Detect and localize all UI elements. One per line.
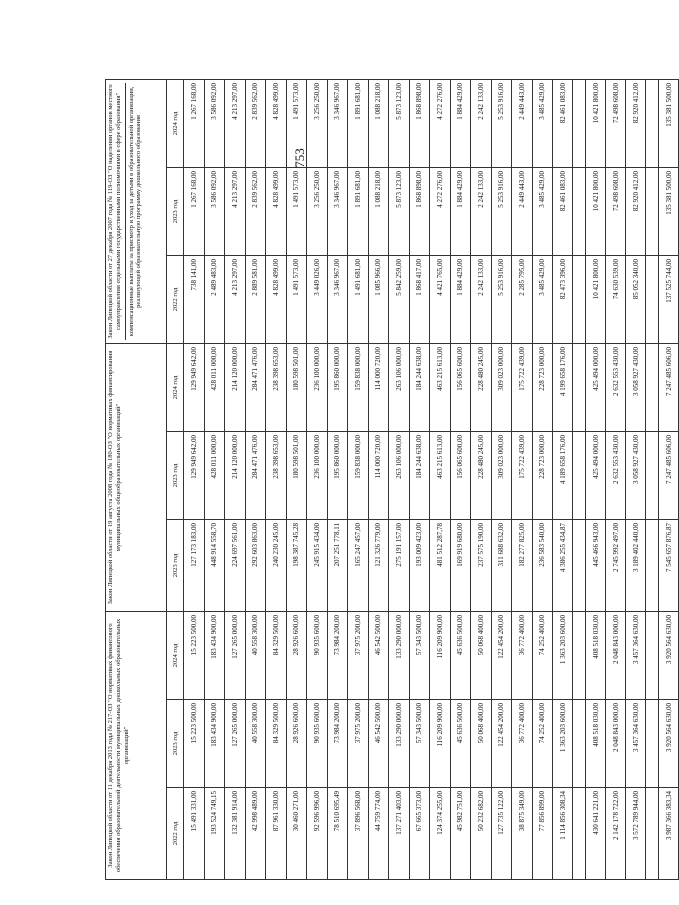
table-cell: 90 935 600,00 [307,611,328,699]
table-cell: 4 189 658 176,00 [553,431,573,519]
group-header-1: Закон Липецкой области от 11 декабря 2013 года № 217-ОЗ "О нормативах финансового обеспечения образовательной деятельности муниципальных дошкольных образовательных организаций" [106,611,167,879]
table-cell: 121 326 779,00 [368,519,389,611]
table-cell: 137 271 403,00 [389,788,410,880]
table-cell: 30 460 271,00 [286,788,307,880]
table-cell: 738 141,00 [184,255,205,343]
table-cell: 5 873 123,00 [389,79,410,167]
table-cell: 156 065 600,00 [450,431,471,519]
table-cell: 236 100 000,00 [307,343,328,431]
group-header-3 [106,79,167,343]
table-cell: 4 828 499,00 [266,167,287,255]
table-cell: 4 828 499,00 [266,255,287,343]
table-cell: 132 381 914,00 [225,788,246,880]
table-cell: 129 949 642,00 [184,343,205,431]
table-cell: 309 023 000,00 [491,431,512,519]
table-cell: 116 209 900,00 [430,700,451,788]
table-cell: 38 875 349,00 [512,788,533,880]
table-cell: 463 215 613,00 [430,431,451,519]
table-cell: 50 232 682,00 [471,788,492,880]
spacer-cell [646,255,659,343]
table-cell: 3 256 250,00 [307,79,328,167]
table-cell: 133 290 000,00 [389,611,410,699]
table-cell: 5 842 259,00 [389,255,410,343]
spacer-cell [646,700,659,788]
table-cell: 195 860 000,00 [327,343,348,431]
table-cell: 3 457 364 630,00 [626,611,646,699]
table-cell: 425 494 000,00 [586,343,606,431]
table-row [606,79,626,879]
table-cell: 175 722 439,00 [512,431,533,519]
table-row [553,79,573,879]
spacer-cell [573,255,586,343]
table-cell: 1 884 429,00 [450,255,471,343]
table-cell: 2 889 581,00 [245,255,266,343]
table-cell: 263 106 000,00 [389,343,410,431]
table-row [586,79,606,879]
table-cell: 10 421 800,00 [586,167,606,255]
table-cell: 46 542 500,00 [368,700,389,788]
table-cell: 236 100 000,00 [307,431,328,519]
table-cell: 122 454 200,00 [491,700,512,788]
table-cell: 3 058 927 430,00 [626,431,646,519]
table-cell: 73 984 200,00 [327,700,348,788]
table-row [245,79,266,879]
table-cell: 85 052 340,00 [626,255,646,343]
table-cell: 428 011 000,00 [204,431,225,519]
spacer-cell [646,788,659,880]
table-cell: 45 982 751,00 [450,788,471,880]
table-cell: 3 058 927 430,00 [626,343,646,431]
table-cell: 3 485 429,00 [532,167,553,255]
table-cell: 4 828 499,00 [266,79,287,167]
table-cell: 40 558 300,00 [245,611,266,699]
table-cell: 73 984 200,00 [327,611,348,699]
table-cell: 236 583 540,00 [532,519,553,611]
table-row [409,79,430,879]
page-number: 753 [291,148,307,168]
table-cell: 15 223 500,00 [184,700,205,788]
table-cell: 40 558 300,00 [245,700,266,788]
table-cell: 1 491 573,00 [286,167,307,255]
year-header: 2024 год [167,343,184,431]
table-cell: 4 272 276,00 [430,167,451,255]
table-cell: 159 838 000,00 [348,343,369,431]
table-cell: 3 457 364 630,00 [626,700,646,788]
table-cell: 445 466 943,00 [586,519,606,611]
year-header-row [167,79,184,879]
table-cell: 2 449 443,00 [512,167,533,255]
spacer-cell [573,167,586,255]
table-cell: 50 068 400,00 [471,611,492,699]
table-cell: 7 247 485 606,00 [659,343,679,431]
table-cell: 184 244 638,00 [409,343,430,431]
table-row [430,79,451,879]
table-cell: 28 926 600,00 [286,611,307,699]
table-cell: 207 251 778,11 [327,519,348,611]
table-cell: 77 856 899,00 [532,788,553,880]
table-cell: 84 329 500,00 [266,700,287,788]
table-cell: 228 480 245,00 [471,343,492,431]
table-row [184,79,205,879]
table-cell: 135 381 500,00 [659,79,679,167]
table-cell: 5 253 916,00 [491,167,512,255]
table-cell: 228 723 000,00 [532,431,553,519]
table-cell: 74 252 400,00 [532,700,553,788]
table-cell: 2 839 562,00 [245,167,266,255]
table-row [450,79,471,879]
spacer-cell [646,343,659,431]
table-cell: 3 586 092,00 [204,167,225,255]
table-cell: 2 048 843 000,00 [606,700,626,788]
table-cell: 44 759 774,00 [368,788,389,880]
table-cell: 3 572 789 944,00 [626,788,646,880]
table-cell: 37 975 200,00 [348,700,369,788]
table-cell: 1 891 681,00 [348,167,369,255]
table-cell: 4 272 276,00 [430,79,451,167]
table-cell: 1 884 429,00 [450,79,471,167]
table-row [225,79,246,879]
table-cell: 1 868 417,00 [409,255,430,343]
table-cell: 3 485 429,00 [532,255,553,343]
table-cell: 5 253 916,00 [491,255,512,343]
table-body [184,79,679,879]
table-cell: 57 343 500,00 [409,611,430,699]
table-cell: 292 603 863,00 [245,519,266,611]
table-cell: 284 471 476,00 [245,343,266,431]
table-cell: 182 277 825,00 [512,519,533,611]
table-cell: 1 868 898,00 [409,79,430,167]
table-cell: 3 485 429,00 [532,79,553,167]
table-cell: 2 048 843 000,00 [606,611,626,699]
table-cell: 114 000 720,00 [368,343,389,431]
table-row [327,79,348,879]
table-row [266,79,287,879]
table-row [626,79,646,879]
table-cell: 114 000 720,00 [368,431,389,519]
table-cell: 72 498 608,00 [606,167,626,255]
table-cell: 82 461 083,00 [553,167,573,255]
table-cell: 1 891 681,00 [348,79,369,167]
table-cell: 2 242 133,00 [471,167,492,255]
table-cell: 82 461 083,00 [553,79,573,167]
table-cell: 408 518 030,00 [586,611,606,699]
table-cell: 1 491 573,00 [286,79,307,167]
spacer-cell [646,431,659,519]
table-cell: 3 346 967,00 [327,255,348,343]
table-cell: 1 884 429,00 [450,167,471,255]
table-cell: 198 387 745,28 [286,519,307,611]
table-cell: 1 363 203 600,00 [553,700,573,788]
spacer-cell [573,343,586,431]
table-row [348,79,369,879]
table-cell: 481 512 287,78 [430,519,451,611]
spacer-cell [573,79,586,167]
table-cell: 2 242 133,00 [471,255,492,343]
table-cell: 156 065 600,00 [450,343,471,431]
table-cell: 1 363 203 600,00 [553,611,573,699]
table-cell: 127 735 122,00 [491,788,512,880]
table-cell: 228 480 245,00 [471,431,492,519]
table-cell: 4 386 255 434,87 [553,519,573,611]
table-cell: 3 449 026,00 [307,255,328,343]
spacer-row [646,79,659,879]
table-cell: 4 213 297,00 [225,79,246,167]
table-cell: 430 641 221,00 [586,788,606,880]
table-cell: 3 189 402 440,00 [626,519,646,611]
table-cell: 82 920 412,00 [626,167,646,255]
table-cell: 214 120 000,00 [225,343,246,431]
table-cell: 184 244 638,00 [409,431,430,519]
table-cell: 57 343 500,00 [409,700,430,788]
group-header-3-text: компенсационные выплаты за присмотр и уход за детьми в образовательной организации, реализующей образовательную программу дошкольного образования [127,86,143,337]
table-cell: 3 920 564 630,00 [659,611,679,699]
table-cell: 428 011 000,00 [204,343,225,431]
table-cell: 237 575 190,00 [471,519,492,611]
table-cell: 180 598 501,00 [286,343,307,431]
group-header-2: Закон Липецкой области от 19 августа 2008 года № 180-ОЗ "О нормативах финансирования муниципальных общеобразовательных организаций" [106,343,167,611]
table-cell: 245 915 434,00 [307,519,328,611]
table-cell: 72 498 608,00 [606,79,626,167]
table-cell: 3 920 564 630,00 [659,700,679,788]
table-cell: 240 230 245,00 [266,519,287,611]
year-header: 2022 год [167,788,184,880]
table-cell: 2 285 795,00 [512,255,533,343]
table-cell: 10 421 800,00 [586,79,606,167]
table-cell: 3 586 092,00 [204,79,225,167]
table-cell: 2 632 553 430,00 [606,343,626,431]
table-cell: 448 914 558,70 [204,519,225,611]
table-cell: 159 838 000,00 [348,431,369,519]
rotated-table-sheet [105,80,673,880]
spacer-cell [646,519,659,611]
table-cell: 1 088 218,00 [368,79,389,167]
table-cell: 284 471 476,00 [245,431,266,519]
table-cell: 183 434 900,00 [204,611,225,699]
table-cell: 311 688 632,00 [491,519,512,611]
spacer-cell [646,79,659,167]
table-cell: 1 085 966,00 [368,255,389,343]
table-cell: 127 265 000,00 [225,700,246,788]
table-cell: 15 491 331,00 [184,788,205,880]
table-cell: 50 068 400,00 [471,700,492,788]
spacer-cell [573,611,586,699]
table-cell: 169 919 680,00 [450,519,471,611]
table-cell: 193 524 749,15 [204,788,225,880]
spacer-row [573,79,586,879]
table-row [471,79,492,879]
table-cell: 36 772 400,00 [512,611,533,699]
table-cell: 3 987 366 383,34 [659,788,679,880]
table-cell: 7 545 657 876,87 [659,519,679,611]
spacer-cell [646,611,659,699]
table-cell: 2 489 483,00 [204,255,225,343]
table-cell: 2 449 443,00 [512,79,533,167]
table-row [286,79,307,879]
table-cell: 10 421 800,00 [586,255,606,343]
table-cell: 4 421 765,00 [430,255,451,343]
table-cell: 1 088 218,00 [368,167,389,255]
year-header: 2024 год [167,611,184,699]
table-cell: 238 398 653,00 [266,343,287,431]
table-cell: 4 199 658 176,00 [553,343,573,431]
table-cell: 3 346 967,00 [327,79,348,167]
table-cell: 195 860 000,00 [327,431,348,519]
table-row [659,79,679,879]
table-cell: 129 949 642,00 [184,431,205,519]
table-cell: 84 329 500,00 [266,611,287,699]
table-cell: 135 381 500,00 [659,167,679,255]
table-cell: 3 256 250,00 [307,167,328,255]
table-cell: 2 142 178 722,00 [606,788,626,880]
year-header: 2022 год [167,255,184,343]
table-cell: 1 868 898,00 [409,167,430,255]
table-cell: 87 961 330,00 [266,788,287,880]
table-cell: 137 525 744,00 [659,255,679,343]
table-cell: 228 723 000,00 [532,343,553,431]
table-cell: 193 009 423,00 [409,519,430,611]
table-cell: 180 598 501,00 [286,431,307,519]
table-row [307,79,328,879]
table-cell: 1 267 168,00 [184,167,205,255]
table-cell: 42 998 489,00 [245,788,266,880]
table-cell: 214 120 000,00 [225,431,246,519]
table-row [512,79,533,879]
spacer-cell [646,167,659,255]
table-cell: 124 374 255,00 [430,788,451,880]
table-cell: 133 290 000,00 [389,700,410,788]
table-cell: 275 191 157,00 [389,519,410,611]
table-cell: 183 434 900,00 [204,700,225,788]
table-cell: 165 247 457,00 [348,519,369,611]
table-cell: 74 252 400,00 [532,611,553,699]
year-header: 2023 год [167,700,184,788]
table-cell: 127 265 000,00 [225,611,246,699]
table-cell: 90 935 600,00 [307,700,328,788]
budget-table [105,79,679,880]
table-cell: 36 772 400,00 [512,700,533,788]
table-cell: 2 839 562,00 [245,79,266,167]
year-header: 2024 год [167,79,184,167]
table-cell: 3 346 967,00 [327,167,348,255]
table-row [204,79,225,879]
table-cell: 45 636 500,00 [450,611,471,699]
top-right-header: Закон Липецкой области от 27 декабря 2007 года № 119-ОЗ "О наделении органов местного самоуправления отдельными государственными полномочиями в сфере образования" [107,83,126,340]
table-cell: 28 926 600,00 [286,700,307,788]
table-row [389,79,410,879]
table-cell: 74 630 539,00 [606,255,626,343]
table-row [491,79,512,879]
table-cell: 1 267 168,00 [184,79,205,167]
table-cell: 37 975 200,00 [348,611,369,699]
table-cell: 1 114 856 308,34 [553,788,573,880]
table-cell: 82 920 412,00 [626,79,646,167]
table-cell: 122 454 200,00 [491,611,512,699]
table-cell: 67 665 373,00 [409,788,430,880]
table-cell: 1 491 681,00 [348,255,369,343]
table-cell: 2 242 133,00 [471,79,492,167]
table-cell: 309 023 000,00 [491,343,512,431]
spacer-cell [573,788,586,880]
table-cell: 82 473 396,00 [553,255,573,343]
table-cell: 1 491 573,00 [286,255,307,343]
spacer-cell [573,700,586,788]
year-header: 2023 год [167,431,184,519]
table-cell: 4 213 297,00 [225,255,246,343]
table-cell: 5 253 916,00 [491,79,512,167]
table-row [532,79,553,879]
table-cell: 116 209 900,00 [430,611,451,699]
year-header: 2023 год [167,167,184,255]
table-cell: 46 542 500,00 [368,611,389,699]
table-cell: 127 173 183,00 [184,519,205,611]
table-cell: 92 596 996,00 [307,788,328,880]
spacer-cell [573,519,586,611]
table-cell: 263 106 000,00 [389,431,410,519]
table-cell: 408 518 030,00 [586,700,606,788]
table-cell: 5 873 123,00 [389,167,410,255]
table-cell: 7 247 485 606,00 [659,431,679,519]
table-cell: 37 896 568,00 [348,788,369,880]
table-cell: 78 510 695,49 [327,788,348,880]
table-cell: 45 636 500,00 [450,700,471,788]
table-cell: 2 745 992 497,00 [606,519,626,611]
table-cell: 463 215 613,00 [430,343,451,431]
spacer-cell [573,431,586,519]
table-cell: 4 213 297,00 [225,167,246,255]
table-cell: 425 494 000,00 [586,431,606,519]
table-cell: 238 398 653,00 [266,431,287,519]
table-cell: 2 632 553 430,00 [606,431,626,519]
year-header: 2023 год [167,519,184,611]
table-cell: 224 697 561,00 [225,519,246,611]
table-row [368,79,389,879]
table-cell: 15 223 500,00 [184,611,205,699]
table-cell: 175 722 439,00 [512,343,533,431]
